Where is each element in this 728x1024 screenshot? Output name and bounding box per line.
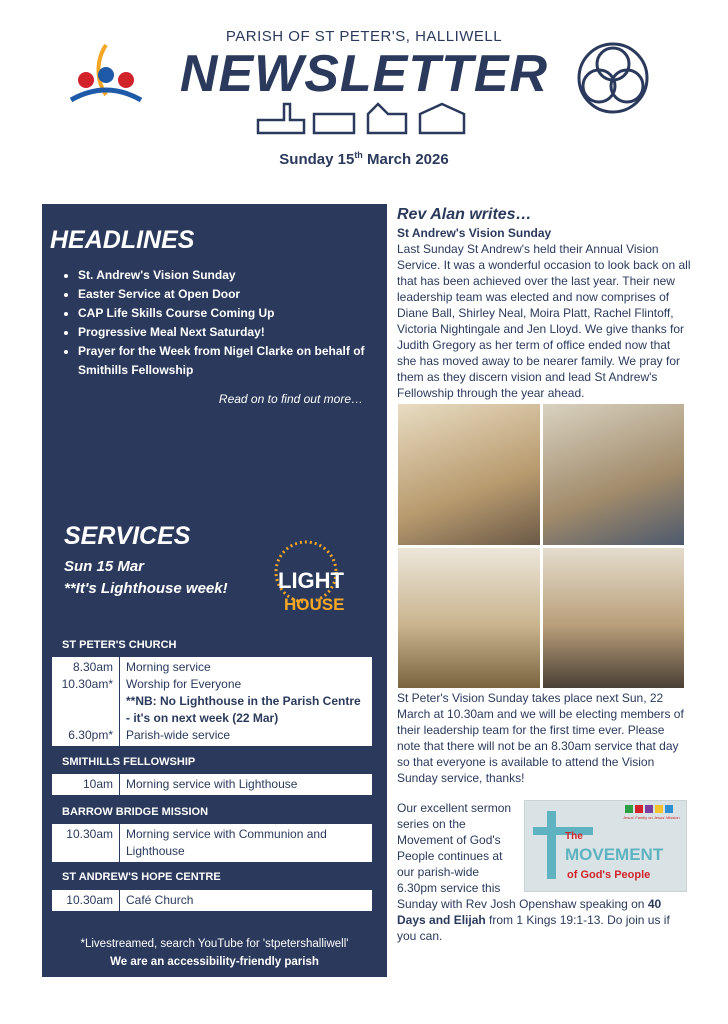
accessibility-note: We are an accessibility-friendly parish — [110, 956, 319, 968]
barrow-table: 10.30am Morning service with Communion and Lighthouse — [52, 824, 372, 862]
smithills-table: 10am Morning service with Lighthouse — [52, 774, 372, 795]
st-peters-table: 8.30am 10.30am* 6.30pm* Morning service Worship for Everyone **NB: No Lighthouse in the Parish Centre - it's on next week (22 Mar) Parish-wide service — [52, 657, 372, 746]
headlines-heading: HEADLINES — [50, 226, 195, 254]
svg-text:HOUSE: HOUSE — [284, 595, 345, 614]
sermon-text: service this Sunday with Rev Josh Openshaw speaking on — [397, 881, 648, 911]
headline-item: • Prayer for the Week from Nigel Clarke on behalf of Smithills Fellowship — [78, 342, 378, 379]
headline-item: • Easter Service at Open Door — [78, 285, 378, 304]
lighthouse-logo — [266, 540, 366, 616]
parish-name: PARISH OF ST PETER'S, HALLIWELL — [225, 28, 503, 45]
issue-date: Sunday 15th March 2026 — [279, 150, 449, 168]
headlines-list — [78, 266, 378, 380]
hope-table: 10.30am Café Church — [52, 890, 372, 911]
graphic-the: The — [565, 831, 583, 842]
left-panel — [42, 204, 387, 977]
services-heading: SERVICES — [64, 522, 191, 550]
headline-item: • Progressive Meal Next Saturday! — [78, 323, 378, 342]
church-buildings-icon — [256, 100, 468, 141]
photo-church-hall — [398, 548, 540, 689]
st-peters-heading: ST PETER'S CHURCH — [62, 639, 177, 651]
services-subheading: Sun 15 Mar **It's Lighthouse week! — [64, 558, 228, 597]
barrow-heading: BARROW BRIDGE MISSION — [62, 806, 209, 818]
article — [397, 205, 691, 944]
photo-congregation-2 — [543, 404, 685, 545]
sermon-text: from 1 Kings 19:1-13. Do join us if you can. — [397, 913, 670, 943]
photo-congregation-1 — [398, 404, 540, 545]
article-paragraph: St Peter's Vision Sunday takes place next Sun, 22 March at 10.30am and we will be electing members of their leadership team for the first time ever. Please note that there will not be an 8.30am service that day so that everyone is available to attend the Vision Sunday service, thanks! — [397, 691, 684, 785]
photo-speaker — [543, 548, 685, 689]
article-title: Rev Alan writes… — [397, 206, 532, 223]
article-subtitle: St Andrew's Vision Sunday — [397, 226, 552, 240]
smithills-heading: SMITHILLS FELLOWSHIP — [62, 756, 196, 768]
headline-item: • CAP Life Skills Course Coming Up — [78, 304, 378, 323]
graphic-movement: MOVEMENT — [565, 845, 664, 864]
newsletter-title: NEWSLETTER — [179, 45, 549, 103]
article-paragraph: Last Sunday St Andrew's held their Annual Vision Service. It was a wonderful occasion to look back on all that has been achieved over the last year. Their new leadership team was elected and now comprises of Diane Ball, Shirley Neal, Moira Platt, Rachel Flintoff, Victoria Nightingale and Jen Lloyd. We give thanks for Judith Gregory as her term of office ended now that she has moved away to be nearer family. We pray for them as they discern vision and lead St Andrew's Fellowship through the year ahead. — [397, 242, 691, 400]
movement-graphic — [524, 800, 687, 892]
graphic-tagline: Jesus' Family on Jesus' Mission — [623, 815, 680, 820]
lighthouse-icon — [266, 540, 366, 616]
sermon-text: Our excellent sermon series on the Movement of God's People continues at our parish-wide 6.30pm — [397, 801, 512, 895]
livestream-note: *Livestreamed, search YouTube for 'stpetershalliwell' — [80, 938, 349, 950]
read-on-text: Read on to find out more… — [218, 392, 363, 406]
svg-text:LIGHT: LIGHT — [278, 568, 344, 593]
graphic-gods-people: of God's People — [567, 869, 651, 881]
hope-heading: ST ANDREW'S HOPE CENTRE — [62, 871, 221, 883]
sermon-title: 40 Days and Elijah — [397, 897, 662, 927]
sermon-paragraph — [397, 800, 691, 944]
photo-grid — [398, 404, 684, 688]
headline-item: • St. Andrew's Vision Sunday — [78, 266, 378, 285]
